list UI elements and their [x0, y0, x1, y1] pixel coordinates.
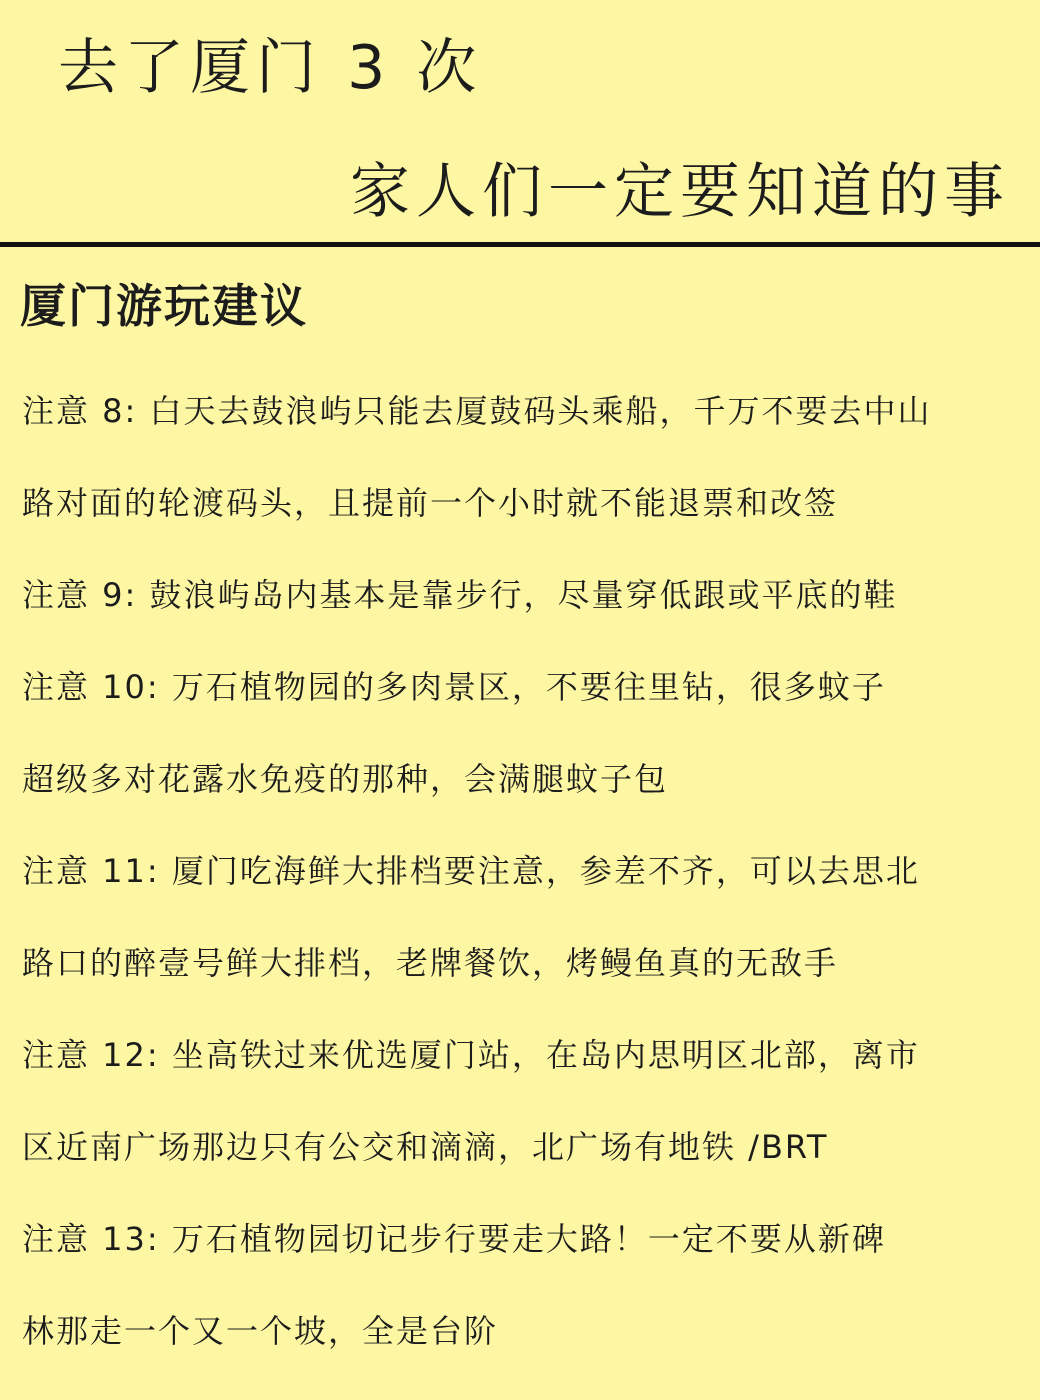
tip-line: 注意 8: 白天去鼓浪屿只能去厦鼓码头乘船，千万不要去中山: [22, 392, 932, 430]
tip-line: 区近南广场那边只有公交和滴滴，北广场有地铁 /BRT: [22, 1128, 829, 1166]
tip-line: 超级多对花露水免疫的那种，会满腿蚊子包: [22, 760, 669, 798]
tip-line: 林那走一个又一个坡，全是台阶: [22, 1312, 499, 1350]
tip-line: 路口的醉壹号鲜大排档，老牌餐饮，烤鳗鱼真的无敌手: [22, 944, 839, 982]
tip-line: 注意 13: 万石植物园切记步行要走大路！一定不要从新碑: [22, 1220, 886, 1258]
header-divider: [0, 242, 1040, 247]
tip-line: 路对面的轮渡码头，且提前一个小时就不能退票和改签: [22, 484, 839, 522]
page-title-line-2: 家人们一定要知道的事: [350, 157, 1010, 227]
tips-list: [22, 384, 1022, 1396]
section-heading: 厦门游玩建议: [20, 279, 308, 333]
tip-line: 注意 12: 坐高铁过来优选厦门站，在岛内思明区北部，离市: [22, 1036, 920, 1074]
page-title-line-1: 去了厦门 3 次: [58, 33, 483, 103]
tip-line: 注意 10: 万石植物园的多肉景区，不要往里钻，很多蚊子: [22, 668, 886, 706]
tip-line: 注意 9: 鼓浪屿岛内基本是靠步行，尽量穿低跟或平底的鞋: [22, 576, 898, 614]
tip-line: 注意 11: 厦门吃海鲜大排档要注意，参差不齐，可以去思北: [22, 852, 920, 890]
